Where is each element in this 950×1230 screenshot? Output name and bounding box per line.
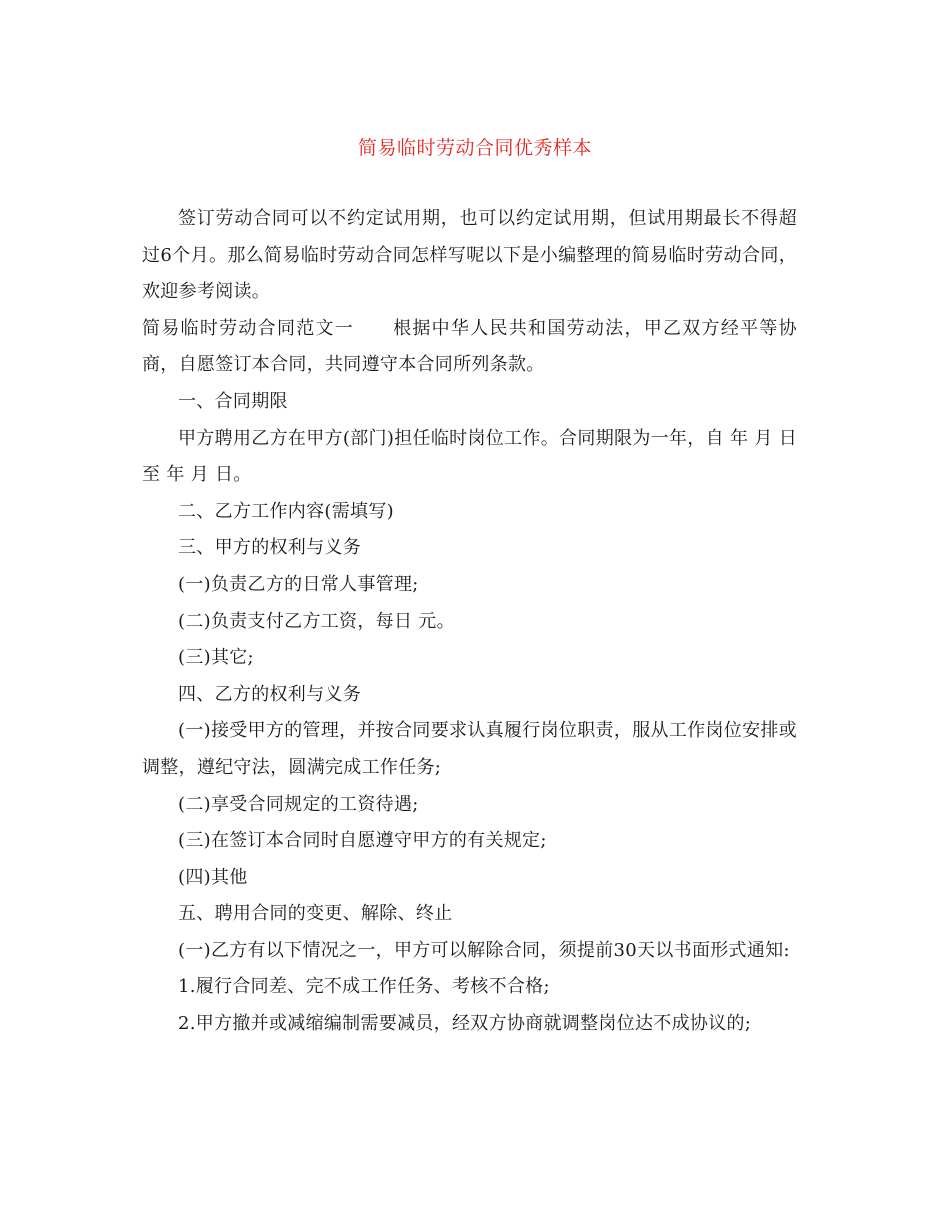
- clause-item: (一)乙方有以下情况之一，甲方可以解除合同，须提前30天以书面形式通知:: [178, 939, 790, 961]
- clause-item: (一)负责乙方的日常人事管理;: [178, 573, 419, 595]
- document-title: 简易临时劳动合同优秀样本: [357, 137, 592, 159]
- section-heading: 五、聘用合同的变更、解除、终止: [178, 903, 453, 925]
- intro-paragraph: 签订劳动合同可以不约定试用期，也可以约定试用期，但试用期最长不得超过6个月。那么简易临时劳动合同怎样写呢以下是小编整理的简易临时劳动合同，欢迎参考阅读。: [142, 208, 797, 303]
- clause-item: (三)在签订本合同时自愿遵守甲方的有关规定;: [178, 830, 547, 852]
- section-heading: 四、乙方的权利与义务: [178, 683, 361, 705]
- sample-heading: 简易临时劳动合同范文一: [142, 317, 355, 339]
- clause-item: (二)负责支付乙方工资，每日 元。: [178, 610, 455, 632]
- section-heading: 三、甲方的权利与义务: [178, 537, 361, 559]
- preamble-text: 根据中华人民共和国劳动法，甲乙双方经平等协商，自愿签订本合同，共同遵守本合同所列条款。: [142, 317, 797, 376]
- clause-paragraph: 甲方聘用乙方在甲方(部门)担任临时岗位工作。合同期限为一年，自 年 月 日至 年 月 日。: [142, 427, 797, 486]
- clause-item: (二)享受合同规定的工资待遇;: [178, 793, 419, 815]
- sample-paragraph: [142, 311, 797, 384]
- section-heading: 一、合同期限: [178, 390, 288, 412]
- list-item: 1.履行合同差、完不成工作任务、考核不合格;: [178, 976, 550, 998]
- document-body: [142, 201, 797, 1043]
- clause-item: (四)其他: [178, 866, 248, 888]
- clause-item: (一)接受甲方的管理，并按合同要求认真履行岗位职责，服从工作岗位安排或调整，遵纪守法，圆满完成工作任务;: [142, 720, 797, 778]
- clause-item: (三)其它;: [178, 647, 254, 669]
- list-item: 2.甲方撤并或减缩编制需要减员，经双方协商就调整岗位达不成协议的;: [178, 1013, 752, 1035]
- section-heading: 二、乙方工作内容(需填写): [178, 500, 394, 522]
